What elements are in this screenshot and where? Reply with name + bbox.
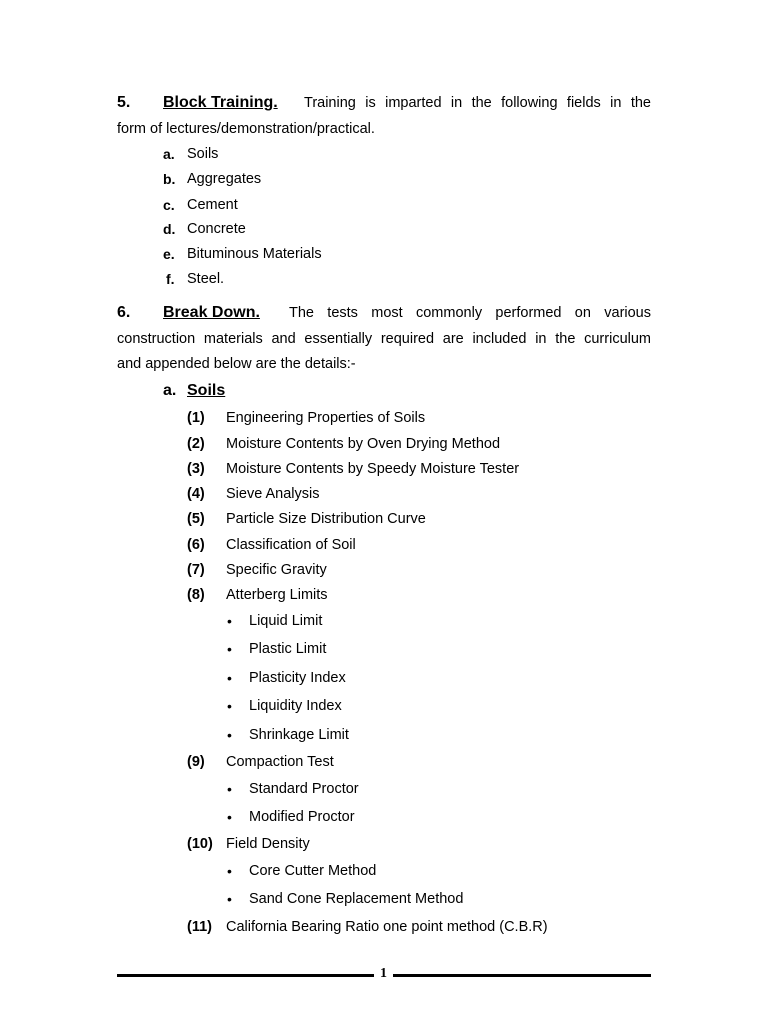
section-5-item-letter: c.	[163, 197, 175, 213]
test-label: Particle Size Distribution Curve	[226, 511, 426, 527]
bullet-label: Core Cutter Method	[249, 863, 377, 879]
test-label: Sieve Analysis	[226, 486, 320, 502]
bullet-dot: •	[227, 781, 232, 797]
bullet-dot: •	[227, 891, 232, 907]
test-label: Specific Gravity	[226, 562, 327, 578]
test-number: (11)	[187, 919, 212, 935]
test-number: (10)	[187, 836, 213, 852]
bullet-label: Shrinkage Limit	[249, 727, 349, 743]
test-label: Atterberg Limits	[226, 587, 328, 603]
bullet-label: Liquid Limit	[249, 613, 323, 629]
section-5-item-label: Bituminous Materials	[187, 246, 322, 262]
section-5-item-letter: b.	[163, 171, 176, 187]
test-number: (1)	[187, 410, 205, 426]
test-number: (9)	[187, 754, 205, 770]
section-6-text-line2: construction materials and essentially required are included in the curriculum	[117, 331, 651, 347]
section-5-item-letter: d.	[163, 221, 176, 237]
bullet-dot: •	[227, 863, 232, 879]
bullet-label: Sand Cone Replacement Method	[249, 891, 464, 907]
test-number: (8)	[187, 587, 205, 603]
section-5-item-label: Aggregates	[187, 171, 262, 187]
test-label: Engineering Properties of Soils	[226, 410, 426, 426]
footer-rule-left	[117, 974, 374, 977]
bullet-dot: •	[227, 613, 232, 629]
footer-rule-right	[393, 974, 651, 977]
test-number: (2)	[187, 436, 205, 452]
bullet-label: Modified Proctor	[249, 809, 355, 825]
section-5-item-letter: e.	[163, 246, 175, 262]
section-5-text-line2: form of lectures/demonstration/practical.	[117, 121, 375, 137]
test-label: Field Density	[226, 836, 310, 852]
bullet-dot: •	[227, 809, 232, 825]
section-5-title: Block Training.	[163, 94, 278, 111]
section-6-title: Break Down.	[163, 304, 260, 321]
section-5-item-label: Steel.	[187, 271, 225, 287]
section-5-item-letter: a.	[163, 146, 175, 162]
test-label: Moisture Contents by Oven Drying Method	[226, 436, 501, 452]
section-5-item-label: Cement	[187, 197, 238, 213]
test-label: California Bearing Ratio one point method (C.B.R)	[226, 919, 548, 935]
section-5-item-label: Soils	[187, 146, 219, 162]
section-6-text-line3: and appended below are the details:-	[117, 356, 356, 372]
section-5-number: 5.	[117, 94, 131, 111]
page-number: 1	[380, 966, 387, 981]
test-label: Compaction Test	[226, 754, 334, 770]
section-6-number: 6.	[117, 304, 131, 321]
test-label: Classification of Soil	[226, 537, 356, 553]
test-label: Moisture Contents by Speedy Moisture Tester	[226, 461, 520, 477]
bullet-label: Liquidity Index	[249, 698, 342, 714]
test-number: (4)	[187, 486, 205, 502]
bullet-dot: •	[227, 698, 232, 714]
bullet-label: Plastic Limit	[249, 641, 327, 657]
bullet-dot: •	[227, 670, 232, 686]
section-6-text-line1: The tests most commonly performed on various	[289, 305, 651, 321]
section-5-text-line1: Training is imparted in the following fields in the	[304, 95, 651, 111]
section-5-item-letter: f.	[166, 271, 175, 287]
test-number: (5)	[187, 511, 205, 527]
bullet-dot: •	[227, 641, 232, 657]
test-number: (3)	[187, 461, 205, 477]
subsection-title-soils: Soils	[187, 382, 226, 399]
test-number: (7)	[187, 562, 205, 578]
bullet-label: Standard Proctor	[249, 781, 359, 797]
test-number: (6)	[187, 537, 205, 553]
section-5-item-label: Concrete	[187, 221, 246, 237]
bullet-label: Plasticity Index	[249, 670, 346, 686]
subsection-letter: a.	[163, 382, 177, 399]
bullet-dot: •	[227, 727, 232, 743]
